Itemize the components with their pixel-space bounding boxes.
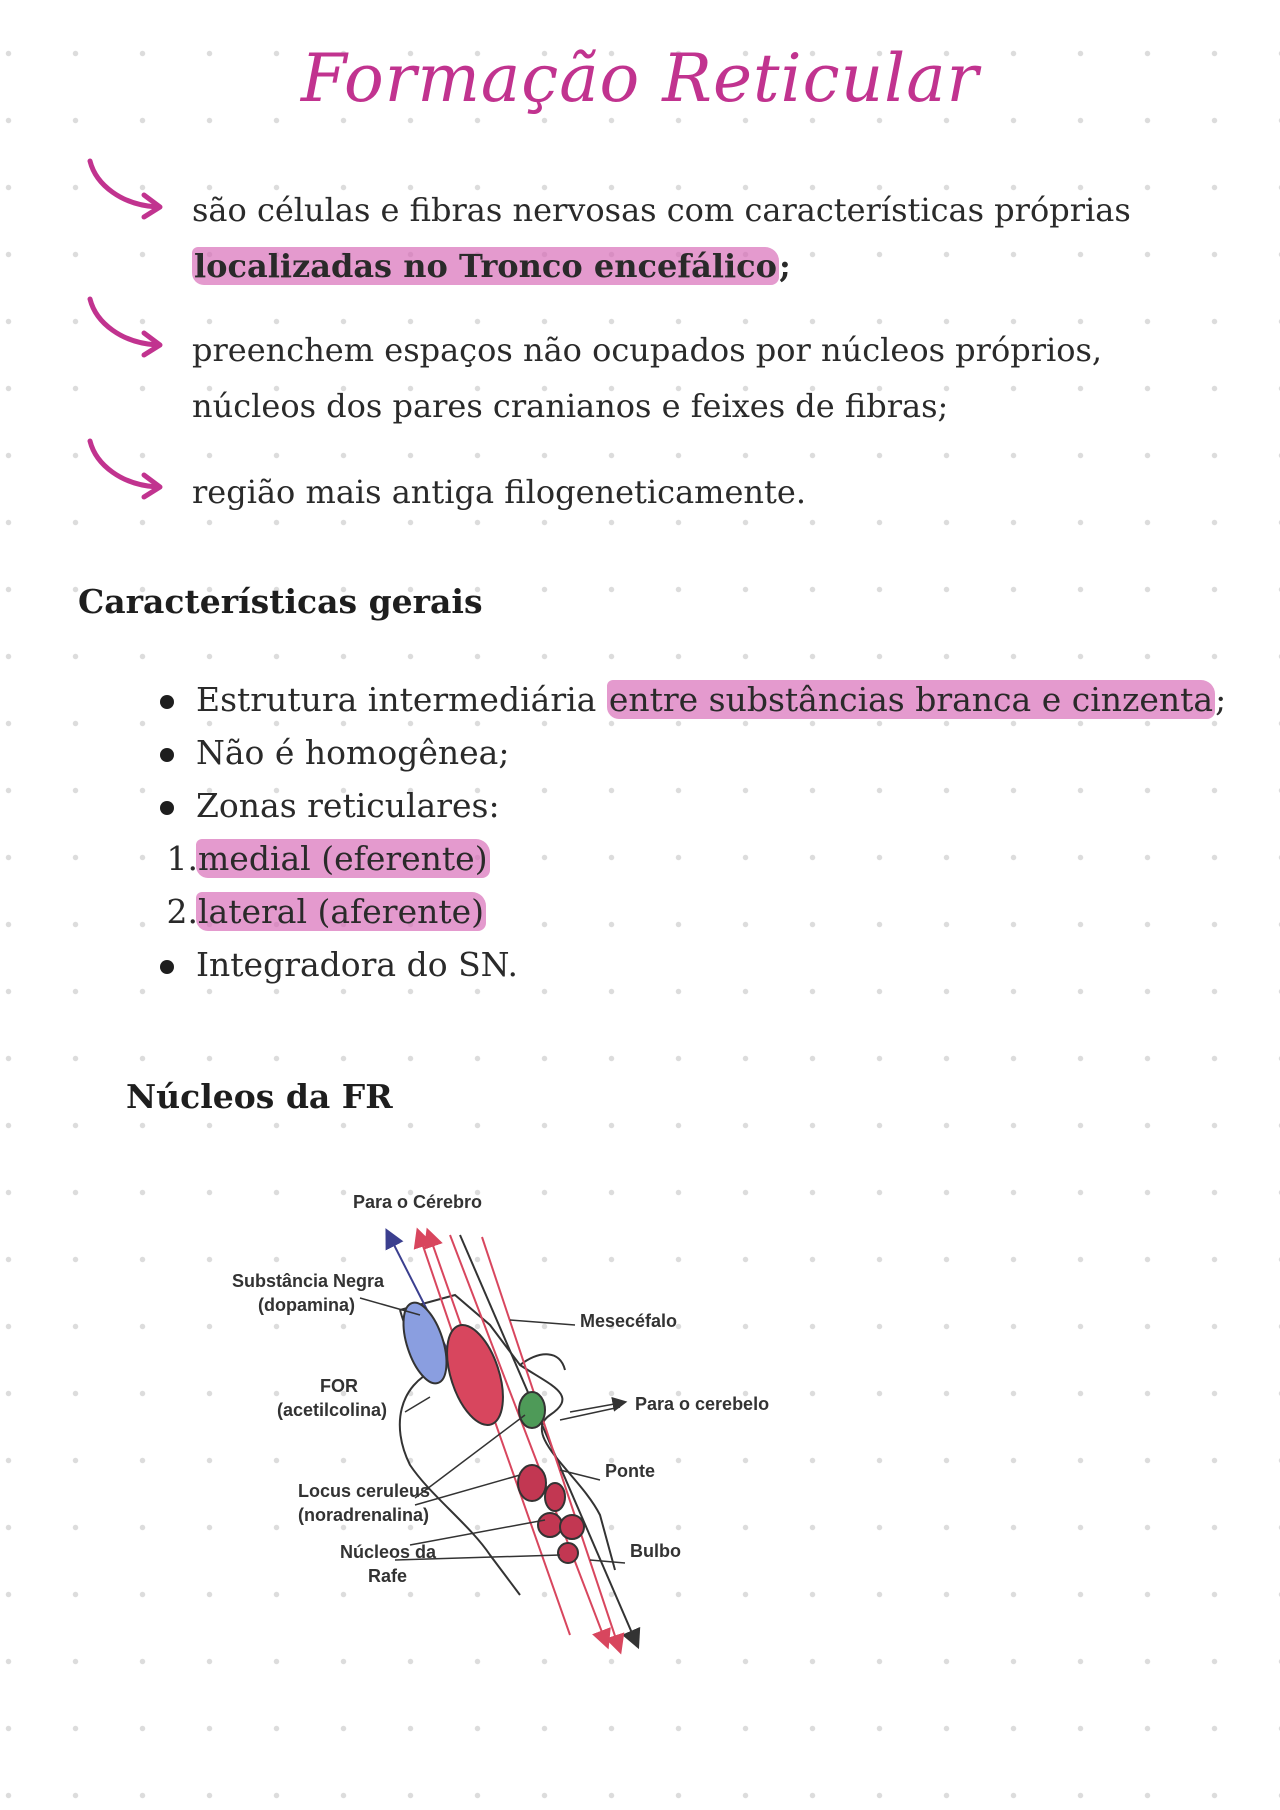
- page-title: Formação Reticular: [300, 40, 980, 117]
- label-dopamina: (dopamina): [258, 1295, 355, 1315]
- section-heading-caracteristicas: Características gerais: [78, 582, 483, 621]
- highlight-tronco: localizadas no Tronco encefálico: [194, 247, 777, 285]
- intro-item-1-line1: são células e fibras nervosas com características próprias: [192, 191, 1131, 229]
- intro-item-1-line2: [192, 238, 1131, 294]
- list-item-suffix: ;: [1215, 680, 1227, 719]
- section-heading-nucleos: Núcleos da FR: [126, 1077, 393, 1116]
- pathway-arrow: [460, 1235, 635, 1640]
- label-noradrenalina: (noradrenalina): [298, 1505, 430, 1525]
- list-item: Não é homogênea;: [140, 726, 1226, 779]
- intro-item-2-line1: preenchem espaços não ocupados por núcleos próprios,: [192, 331, 1103, 369]
- list-item: Integradora do SN.: [140, 938, 1226, 991]
- highlight-lateral: lateral (aferente): [198, 892, 485, 931]
- cerebelo-arrow: [570, 1403, 620, 1412]
- pathway-arrow: [450, 1235, 605, 1640]
- label-for: FOR: [320, 1376, 358, 1396]
- label-ponte: Ponte: [605, 1461, 656, 1481]
- label-rafe: Rafe: [368, 1566, 408, 1586]
- label-para-o-cerebelo: Para o cerebelo: [635, 1394, 770, 1414]
- numbered-item: [140, 885, 1226, 938]
- label-nucleos-da: Núcleos da: [340, 1542, 437, 1562]
- highlight-substancias: entre substâncias branca e cinzenta: [608, 680, 1214, 719]
- list-item: Zonas reticulares:: [140, 779, 1226, 832]
- intro-item-1: [192, 182, 1131, 294]
- curved-arrow-icon: [82, 435, 172, 505]
- label-locus-ceruleus: Locus ceruleus: [298, 1481, 431, 1501]
- locus-ceruleus-nucleus: [519, 1392, 545, 1428]
- numbered-item: [140, 832, 1226, 885]
- label-acetilcolina: (acetilcolina): [277, 1400, 388, 1420]
- item-number: 2.: [166, 892, 198, 931]
- brainstem-diagram: [220, 1175, 820, 1655]
- features-list: [140, 673, 1226, 991]
- intro-item-3: [192, 464, 806, 520]
- intro-item-3-line1: região mais antiga filogeneticamente.: [192, 473, 806, 511]
- label-para-o-cerebro: Para o Cérebro: [353, 1192, 483, 1212]
- intro-item-2: [192, 322, 1102, 434]
- intro-item-2-line2: núcleos dos pares cranianos e feixes de fibras;: [192, 387, 949, 425]
- intro-item-1-suffix: ;: [778, 247, 791, 285]
- list-item-text: Estrutura intermediária: [196, 680, 607, 719]
- list-item: [140, 673, 1226, 726]
- curved-arrow-icon: [82, 155, 172, 225]
- item-number: 1.: [166, 839, 198, 878]
- highlight-medial: medial (eferente): [198, 839, 488, 878]
- label-bulbo: Bulbo: [630, 1541, 681, 1561]
- label-substancia-negra: Substância Negra: [232, 1271, 385, 1291]
- curved-arrow-icon: [82, 293, 172, 363]
- label-mesencefalo: Mesecéfalo: [580, 1311, 678, 1331]
